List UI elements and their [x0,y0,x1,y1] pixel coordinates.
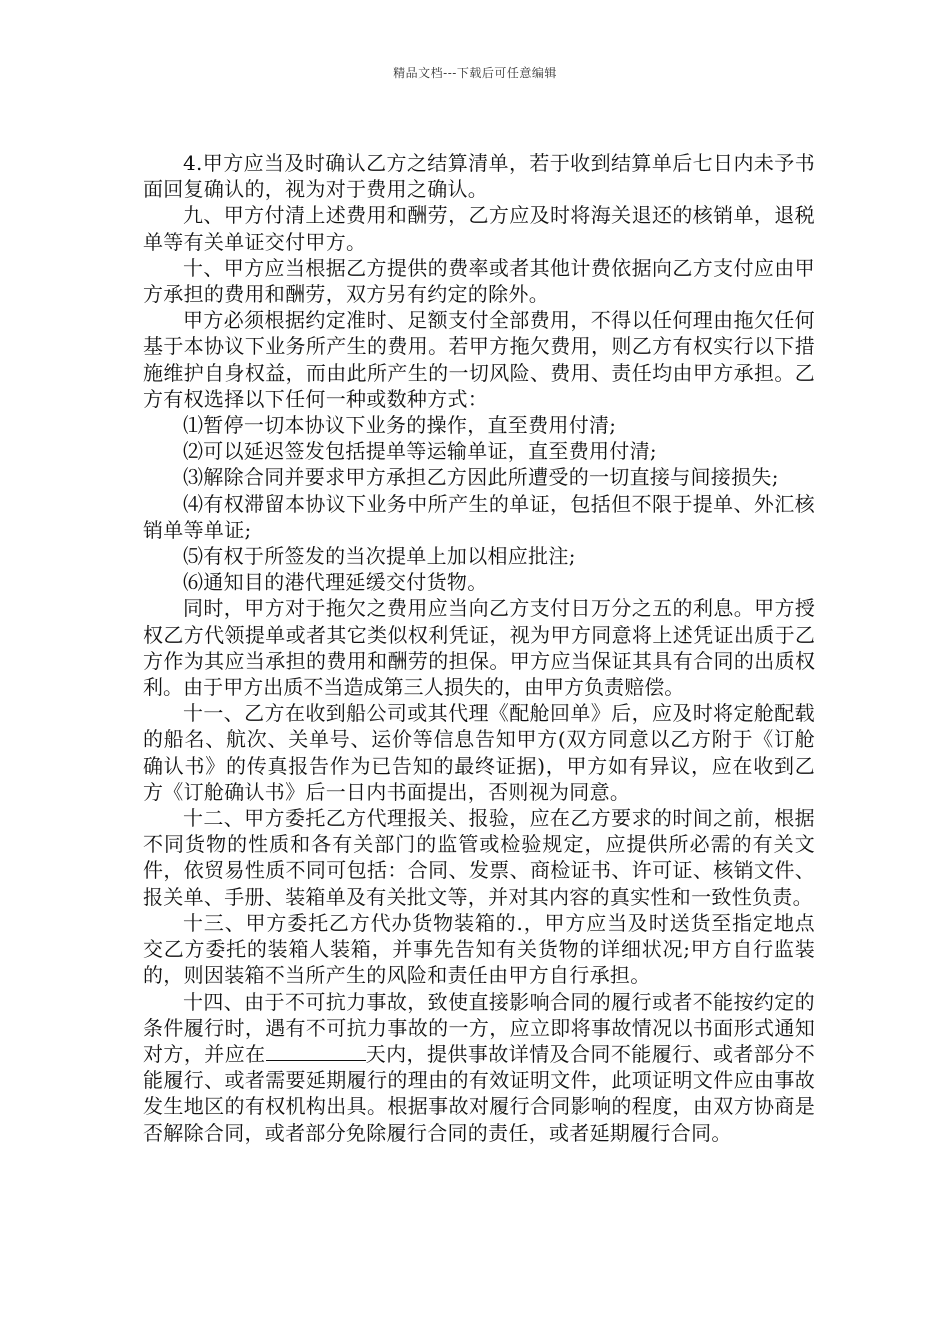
paragraph-clause-9: 九、甲方付清上述费用和酬劳，乙方应及时将海关退还的核销单，退税单等有关单证交付甲方。 [143,203,815,254]
clause-14-text-before: 十四、由于不可抗力事故，致使直接影响合同的履行或者不能按约定的条件履行时，遇有不可抗力事故的一方，应立即将事故情况以书面形式通知对方，并应在 [143,989,815,1066]
paragraph-clause-12: 十二、甲方委托乙方代理报关、报验，应在乙方要求的时间之前，根据不同货物的性质和各有关部门的监管或检验规定，应提供所必需的有关文件，依贸易性质不同可包括：合同、发票、商检证书、许可证、核销文件、报关单、手册、装箱单及有关批文等，并对其内容的真实性和一致性负责。 [143,806,815,909]
paragraph-clause-13: 十三、甲方委托乙方代办货物装箱的.，甲方应当及时送货至指定地点交乙方委托的装箱人装箱，并事先告知有关货物的详细状况;甲方自行监装的，则因装箱不当所产生的风险和责任由甲方自行承担。 [143,910,815,988]
document-body [143,150,815,1146]
page-header: 精品文档---下载后可任意编辑 [393,66,557,80]
fill-in-blank-days [266,1042,366,1061]
paragraph-clause-10: 十、甲方应当根据乙方提供的费率或者其他计费依据向乙方支付应由甲方承担的费用和酬劳，双方另有约定的除外。 [143,255,815,307]
list-item-2: ⑵可以延迟签发包括提单等运输单证，直至费用付清; [183,439,657,464]
paragraph-clause-8-4: 4.甲方应当及时确认乙方之结算清单，若于收到结算单后七日内未予书面回复确认的，视为对于费用之确认。 [143,151,815,202]
list-item-3: ⑶解除合同并要求甲方承担乙方因此所遭受的一切直接与间接损失; [183,465,779,490]
list-item-1: ⑴暂停一切本协议下业务的操作，直至费用付清; [183,413,617,438]
list-item-5: ⑸有权于所签发的当次提单上加以相应批注; [183,544,576,569]
paragraph-interest: 同时，甲方对于拖欠之费用应当向乙方支付日万分之五的利息。甲方授权乙方代领提单或者其它类似权利凭证，视为甲方同意将上述凭证出质于乙方作为其应当承担的费用和酬劳的担保。甲方应当保证其具有合同的出质权利。由于甲方出质不当造成第三人损失的，由甲方负责赔偿。 [143,596,815,700]
paragraph-payment-obligation: 甲方必须根据约定准时、足额支付全部费用，不得以任何理由拖欠任何基于本协议下业务所产生的费用。若甲方拖欠费用，则乙方有权实行以下措施维护自身权益，而由此所产生的一切风险、费用、责任均由甲方承担。乙方有权选择以下任何一种或数种方式： [143,308,815,411]
list-item-4: ⑷有权滞留本协议下业务中所产生的单证，包括但不限于提单、外汇核销单等单证; [143,491,815,542]
paragraph-clause-11: 十一、乙方在收到船公司或其代理《配舱回单》后，应及时将定舱配载的船名、航次、关单号、运价等信息告知甲方(双方同意以乙方附于《订舱确认书》的传真报告作为已告知的最终证据)，甲方如有异议，应在收到乙方《订舱确认书》后一日内书面提出，否则视为同意。 [143,701,815,804]
clause-14-text-after: 天内，提供事故详情及合同不能履行、或者部分不能履行、或者需要延期履行的理由的有效证明文件，此项证明文件应由事故发生地区的有权机构出具。根据事故对履行合同影响的程度，由双方协商是否解除合同，或者部分免除履行合同的责任，或者延期履行合同。 [143,1041,815,1145]
paragraph-clause-14 [143,989,815,1146]
list-item-6: ⑹通知目的港代理延缓交付货物。 [183,570,488,595]
